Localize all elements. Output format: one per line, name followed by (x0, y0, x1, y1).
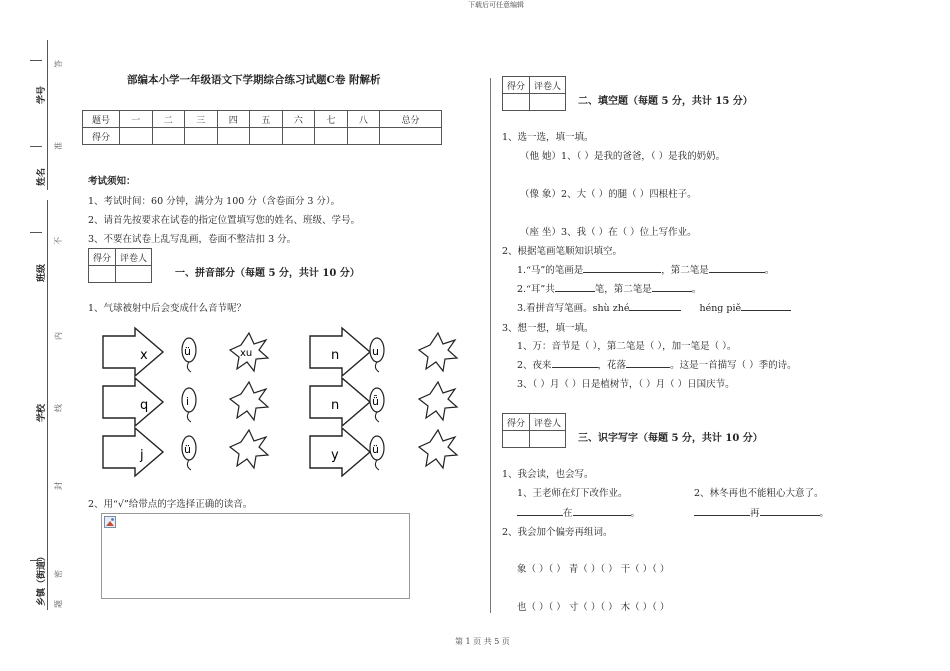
balloon-letter: u (372, 345, 379, 358)
binding-glyph: 答 (54, 60, 63, 68)
grader-score-label: 得分 (89, 249, 116, 266)
binding-glyph: 内 (54, 332, 63, 340)
balloon-letter: ü (184, 345, 191, 358)
q2c-text: 3.看拼音写笔画。shù zhé (517, 303, 630, 314)
page-title: 部编本小学一年级语文下学期综合练习试题C卷 附解析 (127, 74, 381, 86)
answer-blank[interactable] (626, 358, 670, 368)
column-divider (490, 78, 491, 613)
label-class: 班级 (37, 263, 47, 282)
section2-q1c: （座 坐）3、我（ ）在（ ）位上写作业。 (520, 227, 697, 238)
section3-heading: 三、识字写字（每题 5 分，共计 10 分） (578, 433, 763, 444)
section1-q1: 1、气球被射中后会变成什么音节呢？ (88, 303, 247, 314)
q2c-text: héng piě (699, 303, 742, 314)
grader-box-1 (88, 248, 152, 283)
q1d-text: 。 (819, 508, 830, 519)
section2-q1a: （他 她）1、（ ）是我的爸爸，（ ）是我的奶奶。 (520, 151, 726, 162)
answer-blank[interactable] (517, 506, 563, 516)
balloon-letter: ǖ (372, 395, 379, 408)
answer-blank[interactable] (552, 358, 598, 368)
section2-q1b: （像 象）2、大（ ）的腿（ ）四根柱子。 (520, 189, 697, 200)
score-header-cell: 题号 (83, 111, 120, 128)
arrow-left-2 (103, 378, 163, 426)
arrow-left-1 (103, 328, 163, 376)
answer-blank[interactable] (694, 506, 750, 516)
q3b-text: 2、夜来 (517, 360, 552, 371)
q2b-text: 。 (691, 284, 702, 295)
section3-q1: 1、我会读，也会写。 (502, 469, 594, 480)
grader-reviewer-cell[interactable] (116, 266, 152, 283)
pinyin-balloon-figure (98, 322, 468, 482)
score-cell[interactable] (347, 128, 380, 145)
score-cell[interactable] (282, 128, 315, 145)
score-header-cell: 三 (185, 111, 218, 128)
section3-q1c (517, 505, 640, 519)
score-cell[interactable] (185, 128, 218, 145)
section2-q3a: 1、万：音节是（ ），第二笔是（ ），加一笔是（ ）。 (517, 341, 737, 352)
binding-glyph: 封 (54, 482, 63, 490)
grader-score-cell[interactable] (89, 266, 116, 283)
grader-score-label: 得分 (503, 77, 530, 94)
answer-blank[interactable] (741, 301, 791, 311)
answer-blank[interactable] (760, 506, 820, 516)
grader-reviewer-label: 评卷人 (530, 414, 566, 431)
section2-heading: 二、填空题（每题 5 分，共计 15 分） (578, 96, 753, 107)
label-student-id: 学号 (37, 85, 47, 104)
answer-blank[interactable] (709, 263, 765, 273)
arrow-letter: n (331, 398, 340, 413)
answer-blank[interactable] (583, 263, 661, 273)
grader-score-cell[interactable] (503, 94, 530, 111)
score-header-cell: 二 (152, 111, 185, 128)
grader-box-2 (502, 76, 566, 111)
arrow-right-2 (310, 378, 370, 426)
grader-reviewer-cell[interactable] (530, 94, 566, 111)
arrow-right-1 (310, 328, 370, 376)
q1c-text: 在 (563, 508, 573, 519)
grader-box-3 (502, 413, 566, 448)
q3b-text: 。这是一首描写（ ）季的诗。 (670, 360, 797, 371)
q3b-text: ，花落 (597, 360, 627, 371)
binding-glyph: 密 (54, 570, 63, 578)
score-cell[interactable] (315, 128, 348, 145)
answer-blank[interactable] (573, 506, 631, 516)
section2-q1: 1、选一选，填一填。 (502, 132, 594, 143)
page-footer: 第 1 页 共 5 页 (455, 637, 510, 646)
binding-glyph: 准 (54, 142, 63, 150)
broken-image-icon (104, 516, 116, 528)
binding-glyph: 不 (54, 237, 63, 245)
notice-item: 1、考试时间：60 分钟，满分为 100 分（含卷面分 3 分）。 (88, 196, 341, 207)
q2b-text: 笔，第二笔是 (594, 284, 652, 295)
section3-q1b: 2、林冬再也不能粗心大意了。 (694, 488, 824, 499)
q2a-text: ，第二笔是 (661, 265, 709, 276)
score-cell[interactable] (380, 128, 442, 145)
q1c-text: 。 (630, 508, 641, 519)
score-cell[interactable] (217, 128, 250, 145)
header-note: 下载后可任意编辑 (468, 1, 524, 9)
q2a-text: 1.“马”的笔画是 (517, 265, 584, 276)
label-school: 学校 (37, 403, 47, 422)
arrow-letter: j (140, 448, 144, 463)
section3-row1: 象（ ）（ ） 青（ ）（ ） 干（ ）（ ） (517, 564, 670, 575)
q2b-text: 2.“耳”共 (517, 284, 555, 295)
arrow-left-3 (103, 428, 163, 476)
arrow-right-3 (310, 428, 370, 476)
section1-q2: 2、用“√”给带点的字选择正确的读音。 (88, 499, 253, 510)
section2-q2c (517, 300, 791, 314)
score-header-cell: 六 (282, 111, 315, 128)
grader-reviewer-cell[interactable] (530, 431, 566, 448)
score-header-cell: 五 (250, 111, 283, 128)
notice-item: 2、请首先按要求在试卷的指定位置填写您的姓名、班级、学号。 (88, 215, 361, 226)
section3-q2: 2、我会加个偏旁再组词。 (502, 527, 613, 538)
binding-glyph: 题 (54, 600, 63, 608)
score-cell[interactable] (250, 128, 283, 145)
score-table (82, 110, 442, 145)
balloon-letter: ü (372, 443, 379, 456)
section2-q2: 2、根据笔画笔顺知识填空。 (502, 246, 623, 257)
score-row-label: 得分 (83, 128, 120, 145)
arrow-letter: y (331, 448, 339, 463)
score-cell[interactable] (120, 128, 153, 145)
section1-heading: 一、拼音部分（每题 5 分，共计 10 分） (175, 268, 360, 279)
score-header-cell: 四 (217, 111, 250, 128)
score-header-cell: 总分 (380, 111, 442, 128)
label-name: 姓名 (37, 167, 47, 186)
image-placeholder-box (101, 513, 410, 599)
q2a-text: 。 (764, 265, 775, 276)
section2-q3b (517, 357, 797, 371)
section3-q1d (694, 505, 829, 519)
grader-score-label: 得分 (503, 414, 530, 431)
answer-blank[interactable] (629, 301, 681, 311)
section2-q3: 3、想一想，填一填。 (502, 323, 594, 334)
grader-reviewer-label: 评卷人 (116, 249, 152, 266)
answer-blank[interactable] (652, 282, 692, 292)
binding-glyph: 线 (54, 404, 63, 412)
balloon-letter: ü (184, 443, 191, 456)
arrow-letter: q (140, 398, 149, 413)
notice-heading: 考试须知： (88, 176, 136, 187)
section3-q1a: 1、王老师在灯下改作业。 (517, 488, 628, 499)
grader-score-cell[interactable] (503, 431, 530, 448)
balloon-letter: i (186, 395, 190, 408)
star-syllable: xu (240, 348, 253, 359)
score-header-cell: 一 (120, 111, 153, 128)
q1d-text: 再 (750, 508, 760, 519)
section3-row2: 也（ ）（ ） 寸（ ）（ ） 木（ ）（ ） (517, 602, 670, 613)
score-header-cell: 八 (347, 111, 380, 128)
notice-item: 3、不要在试卷上乱写乱画，卷面不整洁扣 3 分。 (88, 234, 297, 245)
arrow-letter: n (331, 348, 340, 363)
section2-q2b (517, 281, 701, 295)
arrow-letter: x (140, 348, 148, 363)
grader-reviewer-label: 评卷人 (530, 77, 566, 94)
answer-blank[interactable] (555, 282, 595, 292)
label-township: 乡镇（街道） (37, 551, 47, 606)
score-cell[interactable] (152, 128, 185, 145)
score-header-cell: 七 (315, 111, 348, 128)
section2-q3c: 3、（ ）月（ ）日是植树节，（ ）月（ ）日国庆节。 (517, 379, 735, 390)
section2-q2a (517, 262, 774, 276)
